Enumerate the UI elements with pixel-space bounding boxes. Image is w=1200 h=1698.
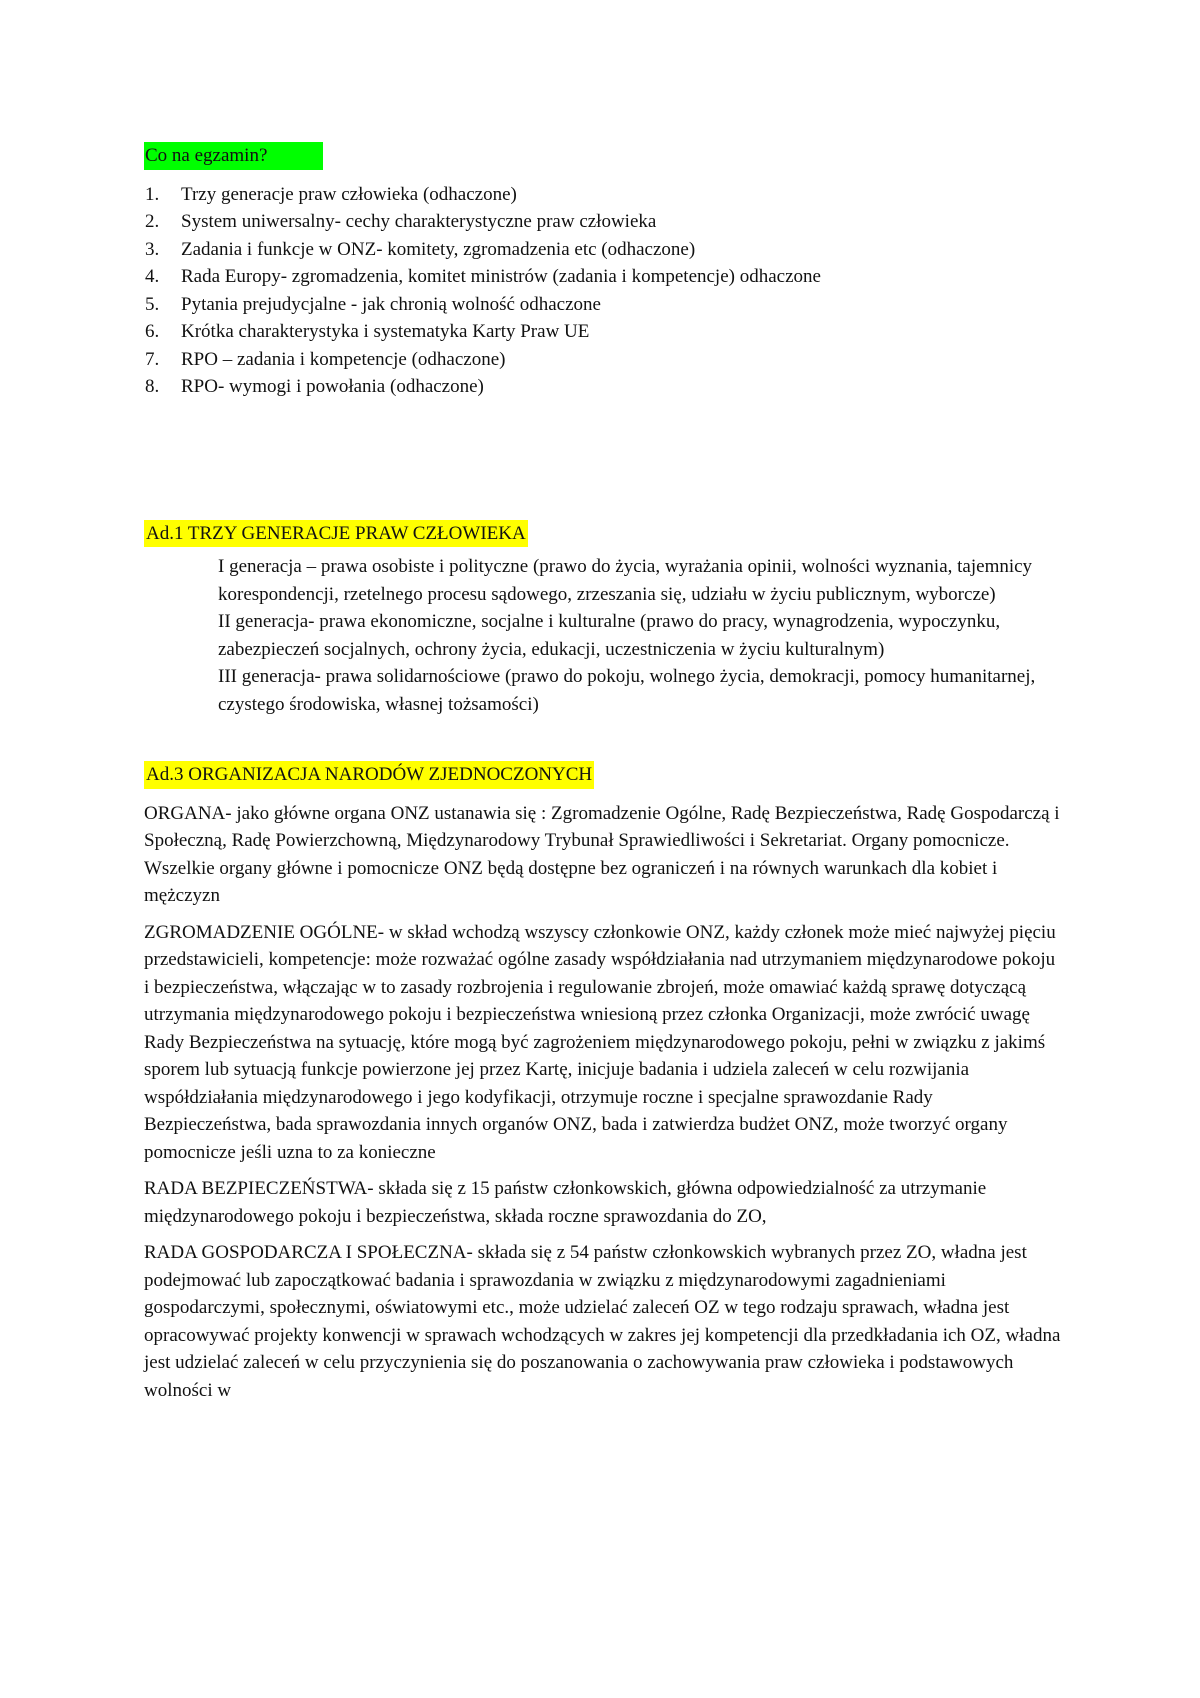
list-item-number: 8. bbox=[145, 376, 160, 397]
list-item-number: 3. bbox=[145, 238, 160, 260]
list-item-text: Rada Europy- zgromadzenia, komitet ministrów (zadania i kompetencje) odhaczone bbox=[181, 266, 821, 287]
list-item-text: RPO – zadania i kompetencje (odhaczone) bbox=[181, 348, 506, 370]
generations-block bbox=[218, 553, 1038, 718]
paragraph-general-assembly: ZGROMADZENIE OGÓLNE- w skład wchodzą wszyscy członkowie ONZ, każdy członek może mieć najwyżej pięciu przedstawicieli, kompetencje: może rozważać ogólne zasady współdziałania nad utrzymaniem międzynarodowe pokoju i bezpieczeństwa, włączając w to zasady rozbrojenia i regulowanie zbrojeń, może omawiać każdą sprawę dotyczącą utrzymania międzynarodowego pokoju i bezpieczeństwa wniesioną przez członka Organizacji, może zwrócić uwagę Rady Bezpieczeństwa na sytuację, które mogą być zagrożeniem międzynarodowego pokoju, pełni w związku z jakimś sporem lub sytuacją funkcje powierzone jej przez Kartę, inicjuje badania i udziela zaleceń w celu rozwijania współdziałania międzynarodowego i jego kodyfikacji, otrzymuje roczne i specjalne sprawozdanie Rady Bezpieczeństwa, bada sprawozdania innych organów ONZ, bada i zatwierdza budżet ONZ, może tworzyć organy pomocnicze jeśli uzna to za konieczne bbox=[144, 921, 1056, 1163]
generation-2-text: II generacja- prawa ekonomiczne, socjalne i kulturalne (prawo do pracy, wynagrodzenia, wypoczynku, zabezpieczeń socjalnych, ochrony życia, edukacji, uczestniczenia w życiu kulturalnym) bbox=[218, 611, 1001, 660]
generation-3-text: III generacja- prawa solidarnościowe (prawo do pokoju, wolnego życia, demokracji, pomocy humanitarnej, czystego środowiska, własnej tożsamości) bbox=[218, 666, 1036, 715]
list-item-number: 7. bbox=[145, 348, 160, 370]
exam-title: Co na egzamin? bbox=[144, 142, 323, 170]
list-item-number: 4. bbox=[145, 266, 160, 287]
list-item-number: 6. bbox=[145, 321, 160, 342]
list-item-text: Trzy generacje praw człowieka (odhaczone) bbox=[181, 183, 517, 205]
list-item bbox=[144, 346, 1064, 374]
list-item-text: System uniwersalny- cechy charakterystyczne praw człowieka bbox=[181, 211, 657, 232]
list-item bbox=[144, 236, 1064, 264]
list-item-number: 2. bbox=[145, 211, 160, 232]
document-page bbox=[144, 142, 1064, 1413]
paragraph-economic-social-council: RADA GOSPODARCZA I SPOŁECZNA- składa się z 54 państw członkowskich wybranych przez ZO, władna jest podejmować lub zapoczątkować badania i sprawozdania w związku z międzynarodowymi zagadnieniami gospodarczymi, społecznymi, oświatowymi etc., może udzielać zaleceń OZ w tego rodzaju sprawach, władna jest opracowywać projekty konwencji w sprawach wchodzących w zakres jej kompetencji dla przedkładania ich OZ, władna jest udzielać zaleceń w celu przyczynienia się do poszanowania o zachowywania praw człowieka i podstawowych wolności w bbox=[144, 1242, 1061, 1401]
list-item-number: 5. bbox=[145, 293, 160, 315]
list-item bbox=[144, 318, 1064, 346]
section-heading-generations: Ad.1 TRZY GENERACJE PRAW CZŁOWIEKA bbox=[144, 520, 528, 548]
exam-topics-list bbox=[144, 181, 1064, 401]
list-item bbox=[144, 291, 1064, 319]
list-item-text: Krótka charakterystyka i systematyka Karty Praw UE bbox=[181, 321, 590, 342]
list-item-text: Pytania prejudycjalne - jak chronią wolność odhaczone bbox=[181, 293, 601, 315]
list-item bbox=[144, 208, 1064, 236]
paragraph-organs: ORGANA- jako główne organa ONZ ustanawia się : Zgromadzenie Ogólne, Radę Bezpieczeństwa, Radę Gospodarczą i Społeczną, Radę Powierzchowną, Międzynarodowy Trybunał Sprawiedliwości i Sekretariat. Organy pomocnicze. Wszelkie organy główne i pomocnicze ONZ będą dostępne bez ograniczeń i na równych warunkach dla kobiet i mężczyzn bbox=[144, 802, 1060, 906]
list-item bbox=[144, 373, 1064, 401]
list-item-number: 1. bbox=[145, 183, 160, 205]
list-item bbox=[144, 263, 1064, 291]
list-item-text: Zadania i funkcje w ONZ- komitety, zgromadzenia etc (odhaczone) bbox=[181, 238, 696, 260]
generation-1-text: I generacja – prawa osobiste i polityczne (prawo do życia, wyrażania opinii, wolności wyznania, tajemnicy korespondencji, rzetelnego procesu sądowego, zrzeszania się, udziału w życiu publicznym, wyborcze) bbox=[218, 556, 1033, 605]
paragraph-security-council: RADA BEZPIECZEŃSTWA- składa się z 15 państw członkowskich, główna odpowiedzialność za utrzymanie międzynarodowego pokoju i bezpieczeństwa, składa roczne sprawozdania do ZO, bbox=[144, 1178, 987, 1227]
list-item-text: RPO- wymogi i powołania (odhaczone) bbox=[181, 376, 484, 397]
section-heading-un: Ad.3 ORGANIZACJA NARODÓW ZJEDNOCZONYCH bbox=[144, 761, 594, 789]
list-item bbox=[144, 181, 1064, 209]
